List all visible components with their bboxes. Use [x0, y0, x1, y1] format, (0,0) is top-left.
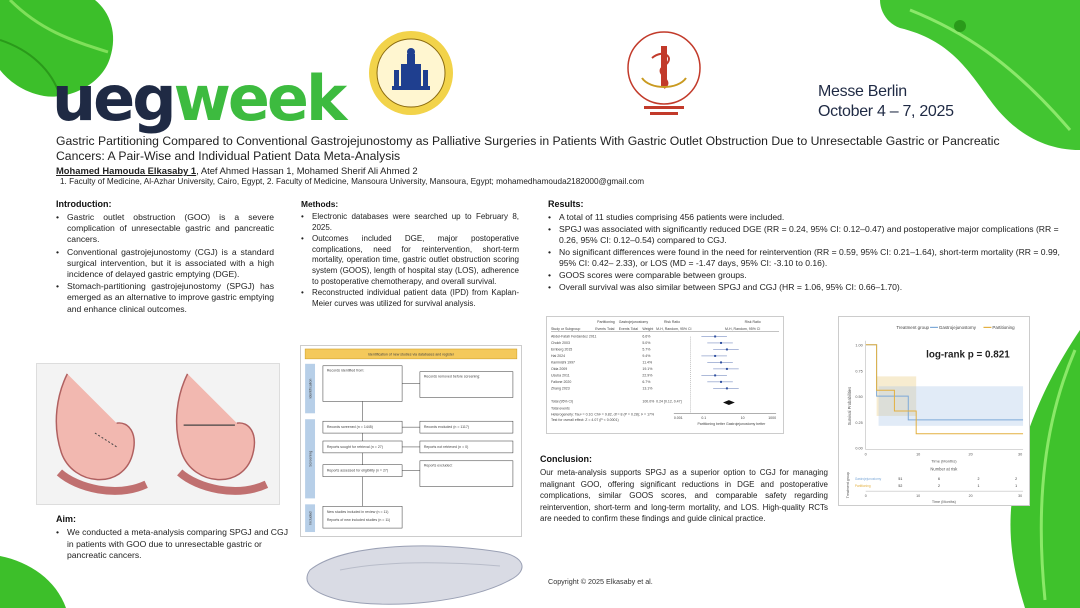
forest-study-weight: 13.1%: [642, 386, 653, 391]
prisma-box-sought: Reports sought for retrieval (n = 27): [326, 444, 383, 449]
forest-study-weight: 9.4%: [642, 354, 651, 359]
km-risk-x-tick: 20: [968, 494, 973, 499]
introduction-section: [56, 199, 274, 316]
venue-location: Messe Berlin: [818, 83, 907, 100]
km-x-tick: 20: [968, 452, 973, 457]
forest-study-point: [720, 381, 722, 383]
prisma-box-removed: Records removed before screening:: [423, 374, 481, 379]
prisma-box-screened: Records screened (n = 1445): [326, 425, 373, 430]
prisma-box-included: New studies included in review (n = 11): [326, 510, 389, 515]
affiliations: 1. Faculty of Medicine, Al-Azhar University, Cairo, Egypt, 2. Faculty of Medicine, Mansoura University, Mansoura, Egypt; mohamedhamouda2182000@gmail.com: [60, 177, 645, 186]
leaf-bottom-left-decoration: [0, 556, 70, 608]
results-item: • No significant differences were found in the need for reintervention (RR = 0.59, 95% CI: 0.21–1.64), short-term mortality (RR = 0.99, 95% CI: 0.42– 2.33), or LOS (MD = -1.47 days, 95% CI: -3.10 to 0.16).: [548, 247, 1068, 269]
km-risk-x-label: Time (Months): [931, 500, 956, 505]
methods-section: [301, 199, 519, 310]
forest-study-name: Usuba 2011: [550, 373, 570, 378]
forest-study-point: [714, 355, 716, 357]
kaplan-meier-plot: [838, 316, 1030, 506]
stomach-conventional-drawing: [56, 374, 146, 491]
forest-total-events: Total events: [550, 406, 570, 411]
brand-word-ueg: ueg: [52, 62, 174, 135]
forest-col-header: Study or Subgroup: [550, 326, 581, 331]
stomach-partitioning-illustration: [36, 363, 280, 505]
lead-author: Mohamed Hamouda Elkasaby 1: [56, 165, 197, 176]
forest-col-group: Partitioning: [597, 319, 615, 324]
km-risk-value: 2: [1015, 477, 1018, 482]
results-section: [548, 199, 1068, 294]
forest-favours: Partitioning better Gastrojejunostomy better: [697, 422, 766, 427]
conclusion-section: [540, 454, 828, 525]
conclusion-text: Our meta-analysis supports SPGJ as a superior option to CGJ for managing malignant GOO, offering significant reductions in DGE and postoperative complications, similar GOOS scores, and comparable safety regarding reintervention, short-term and long-term mortality, and LOS. High-quality RCTs are needed to confirm these findings and guide clinical practice.: [540, 468, 828, 524]
methods-heading: Methods:: [301, 199, 339, 209]
km-x-tick: 0: [864, 452, 867, 457]
forest-axis-tick: 0.001: [673, 416, 683, 421]
forest-study-weight: 19.1%: [642, 367, 653, 372]
forest-col-header: M-H, Random, 95% CI: [656, 326, 692, 331]
results-item: • A total of 11 studies comprising 456 patients were included.: [548, 212, 1068, 223]
km-risk-value: 2: [937, 484, 940, 489]
forest-heterogeneity: Heterogeneity: Tau² = 0.10; Chi² = 9.82, df = 8 (P = 0.28); I² = 17%: [550, 412, 655, 417]
forest-col-header: Total: [607, 326, 615, 331]
forest-study-name: Hai 2024: [550, 354, 566, 359]
forest-total-ci: 0.24 [0.12, 0.47]: [656, 399, 682, 404]
km-x-tick: 10: [916, 452, 921, 457]
forest-study-weight: 5.7%: [642, 347, 651, 352]
introduction-item: • Stomach-partitioning gastrojejunostomy (SPGJ) has emerged as an alternative to improve gastric emptying and enhance clinical outcomes.: [56, 281, 274, 315]
venue-dates: October 4 – 7, 2025: [818, 103, 954, 120]
km-legend-gj: Gastrojejunostomy: [938, 324, 976, 330]
results-item: • Overall survival was also similar between SPGJ and CGJ (HR = 1.06, 95% CI: 0.66–1.70).: [548, 282, 1068, 293]
prisma-stage-screening: Screening: [308, 450, 313, 467]
km-legend-partitioning: Partitioning: [992, 324, 1015, 330]
copyright-notice: Copyright © 2025 Elkasaby et al.: [548, 577, 653, 586]
introduction-item: • Gastric outlet obstruction (GOO) is a severe complication of unresectable gastric and pancreatic cancers.: [56, 212, 274, 246]
km-risk-value: 52: [898, 484, 903, 489]
km-risk-x-tick: 10: [916, 494, 921, 499]
forest-total-label: Total (95% CI): [550, 399, 574, 404]
forest-study-weight: 6.7%: [642, 380, 651, 385]
km-y-tick: 0.50: [855, 395, 863, 400]
forest-study-point: [720, 361, 722, 363]
forest-study-name: Abdel-Fatah Ferdandez 2011: [550, 334, 597, 339]
prisma-flow-diagram: [300, 345, 522, 537]
introduction-item: • Conventional gastrojejunostomy (CGJ) is a standard surgical intervention, but it is associated with a high incidence of delayed gastric emptying (DGE).: [56, 247, 274, 281]
forest-study-weight: 6.6%: [642, 334, 651, 339]
km-logrank-p: log-rank p = 0.821: [926, 349, 1010, 361]
forest-study-point: [726, 387, 728, 389]
forest-total-weight: 100.0%: [642, 399, 655, 404]
prisma-box-assessed: Reports assessed for eligibility (n = 27): [326, 468, 389, 473]
methods-item: • Reconstructed individual patient data (IPD) from Kaplan-Meier curves was utilized for survival analysis.: [301, 288, 519, 309]
km-risk-value: 6: [937, 477, 940, 482]
km-y-ticks: [855, 344, 862, 451]
prisma-box-not-retrieved: Reports not retrieved (n = 0): [423, 444, 469, 449]
km-legend-title: Treatment group: [896, 324, 930, 330]
forest-study-name: Chokh 2003: [550, 341, 570, 346]
forest-overall-effect: Test for overall effect: Z = 4.07 (P < 0.0001): [550, 418, 619, 423]
km-risk-y-label: Treatment group: [845, 472, 850, 499]
forest-col-header: Weight: [642, 326, 654, 331]
forest-col-group: Risk Ratio: [664, 319, 681, 324]
km-risk-x-tick: 30: [1018, 494, 1023, 499]
brand-word-week: week: [173, 62, 345, 135]
results-item: • GOOS scores were comparable between groups.: [548, 270, 1068, 281]
forest-col-group: Gastrojejunostomy: [618, 319, 649, 324]
leaf-top-right-decoration: [840, 0, 1080, 150]
forest-study-name: Kaminishi 1997: [550, 360, 576, 365]
prisma-stage-identification: Identification: [308, 378, 313, 399]
co-authors: , Atef Ahmed Hassan 1, Mohamed Sherif Ali Ahmed 2: [196, 165, 418, 176]
forest-col-header: Events: [595, 326, 606, 331]
forest-study-point: [720, 342, 722, 344]
forest-study-weight: 22.9%: [642, 373, 653, 378]
forest-axis-tick: 0.1: [701, 416, 707, 421]
introduction-heading: Introduction:: [56, 199, 112, 209]
aim-item: • We conducted a meta-analysis comparing SPGJ and CGJ in patients with GOO due to unresectable gastric or pancreatic cancers.: [56, 527, 296, 562]
km-y-tick: 1.00: [855, 343, 863, 348]
km-risk-x-tick: 0: [864, 494, 867, 499]
forest-study-weight: 5.0%: [642, 341, 651, 346]
venue-info: [818, 82, 954, 122]
forest-study-point: [714, 335, 716, 337]
forest-col-header: Events: [618, 326, 630, 331]
forest-axis-tick: 1000: [768, 416, 777, 421]
ueg-week-logo: [52, 62, 345, 135]
forest-study-point: [726, 368, 728, 370]
km-y-tick: 0.25: [855, 420, 863, 425]
forest-study-point: [726, 348, 728, 350]
prisma-box-excluded: Records excluded (n = 1117): [423, 425, 469, 430]
al-azhar-faculty-of-medicine-logo: [622, 28, 706, 118]
forest-study-point: [714, 374, 716, 376]
km-risk-row-label: Partitioning: [854, 484, 871, 489]
km-risk-title: Number at risk: [930, 466, 958, 472]
km-x-tick: 30: [1017, 452, 1023, 457]
prisma-box-reports-excluded: Reports excluded:: [423, 463, 453, 468]
km-risk-row-label: Gastrojejunostomy: [854, 477, 882, 482]
km-risk-value: 2: [977, 477, 980, 482]
methods-item: • Electronic databases were searched up to February 8, 2025.: [301, 212, 519, 233]
prisma-stage-included: Included: [308, 511, 313, 525]
forest-study-name: Ernberg 2015: [550, 347, 573, 352]
prisma-box-identified: Records identified from:: [326, 368, 365, 373]
forest-pooled-diamond: [723, 400, 735, 405]
results-item: • SPGJ was associated with significantly reduced DGE (RR = 0.24, 95% CI: 0.12–0.47) and postoperative major complications (RR = 0.26, 95% CI: 0.12–0.54) compared to CGJ.: [548, 224, 1068, 246]
forest-axis-tick: 10: [740, 416, 745, 421]
forest-col-group: Risk Ratio: [744, 319, 761, 324]
prisma-header: Identification of new studies via databases and register: [367, 352, 455, 357]
forest-study-name: Oida 2009: [550, 367, 568, 372]
methods-item: • Outcomes included DGE, major postoperative complications, need for reintervention, short-term mortality, operation time, gastric outlet obstruction scoring system (GOOS), length of hospital stay (LOS), adherence to postoperative chemotherapy, and overall survival.: [301, 234, 519, 287]
forest-study-name: Zhang 2023: [550, 386, 570, 391]
km-risk-value: 1: [977, 484, 980, 489]
forest-col-header: M-H, Random, 95% CI: [724, 326, 761, 331]
forest-rows: [551, 335, 739, 391]
km-y-label: Survival Probabilities: [846, 386, 852, 426]
prisma-box-included-reports: Reports of new included studies (n = 11): [326, 518, 391, 523]
km-y-tick: 0.00: [855, 446, 863, 451]
forest-study-weight: 11.4%: [642, 360, 653, 365]
km-y-tick: 0.75: [855, 369, 863, 374]
forest-col-header: Total: [630, 326, 639, 331]
aim-section: [56, 514, 296, 563]
forest-plot: [546, 316, 784, 434]
km-x-label: Time (Months): [931, 458, 957, 464]
forest-study-name: Fallone 2020: [550, 380, 572, 385]
conclusion-heading: Conclusion:: [540, 454, 592, 464]
poster-title: Gastric Partitioning Compared to Conventional Gastrojejunostomy as Palliative Surgeries in Patients With Gastric Outlet Obstruction Due to Unresectable Gastric or Pancreatic Cancers: A Pair-Wise and Individual Patient Data Meta-Analysis: [56, 134, 1000, 163]
author-list: [56, 165, 418, 176]
results-heading: Results:: [548, 199, 584, 209]
stomach-partitioned-drawing: [177, 374, 267, 491]
aim-heading: Aim:: [56, 514, 76, 524]
km-risk-value: 1: [1015, 484, 1018, 489]
al-azhar-university-seal: [368, 30, 454, 116]
km-risk-value: 51: [898, 477, 903, 482]
liver-illustration: [300, 540, 532, 608]
